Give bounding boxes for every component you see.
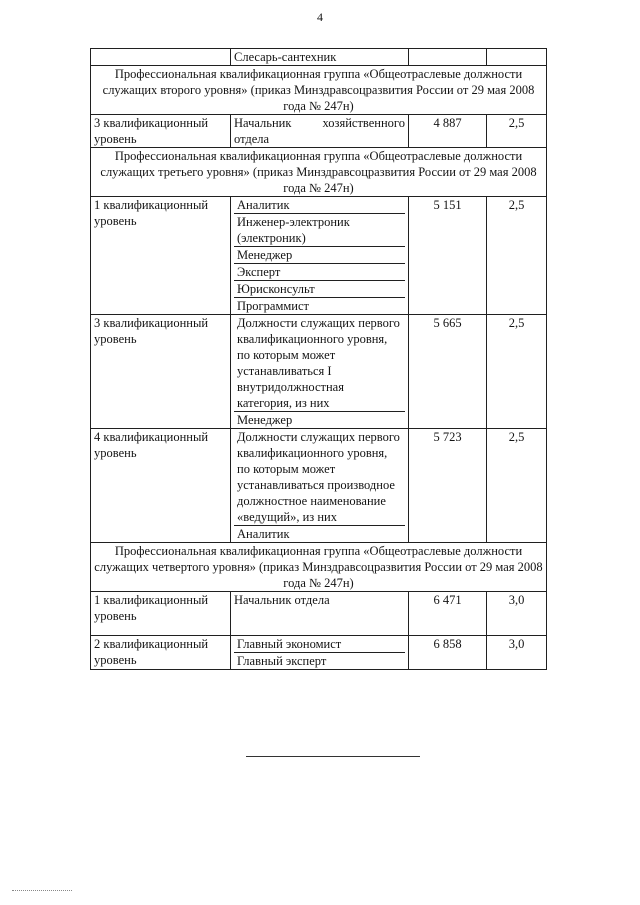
page-number: 4 [317, 10, 323, 24]
coefficient-cell: 3,0 [487, 636, 547, 670]
position-item: Должности служащих первого квалификационного уровня, по которым может устанавливаться I внутридолжностная категория, из них [234, 315, 405, 412]
position-item: Аналитик [237, 527, 290, 541]
group-title: Профессиональная квалификационная группа «Общеотраслевые должности служащих четвертого уровня» (приказ Минздравсоцразвития России от 29 мая 2008 года № 247н) [91, 543, 547, 592]
table-row [91, 115, 547, 148]
table-row [91, 197, 547, 315]
group-header-row [91, 66, 547, 115]
salary-cell: 6 471 [409, 592, 487, 636]
group-title: Профессиональная квалификационная группа «Общеотраслевые должности служащих второго уровня» (приказ Минздравсоцразвития России от 29 мая 2008 года № 247н) [91, 66, 547, 115]
end-rule [246, 756, 420, 757]
salary-table [90, 48, 547, 670]
level-cell [91, 49, 231, 66]
salary-cell: 6 858 [409, 636, 487, 670]
group-header-row [91, 543, 547, 592]
position-cell: Начальник хозяйственного отдела [231, 115, 409, 148]
coefficient-cell: 2,5 [487, 197, 547, 315]
coefficient-cell [487, 49, 547, 66]
table-row [91, 315, 547, 429]
position-item: Главный экономист [234, 636, 405, 653]
position-item: Менеджер [237, 413, 293, 427]
position-item: Инженер-электроник (электроник) [234, 214, 405, 247]
position-list [231, 429, 409, 543]
salary-cell: 5 151 [409, 197, 487, 315]
position-list [231, 315, 409, 429]
level-cell: 4 квалификационный уровень [91, 429, 231, 543]
position-cell: Начальник отдела [231, 592, 409, 636]
table-row [91, 636, 547, 670]
level-cell: 3 квалификационный уровень [91, 315, 231, 429]
position-list [231, 197, 409, 315]
coefficient-cell: 2,5 [487, 115, 547, 148]
coefficient-cell: 2,5 [487, 315, 547, 429]
position-item: Юрисконсульт [234, 281, 405, 298]
coefficient-cell: 2,5 [487, 429, 547, 543]
table-row [91, 592, 547, 636]
position-item: Аналитик [234, 197, 405, 214]
position-item: Должности служащих первого квалификационного уровня, по которым может устанавливаться производное должностное наименование «ведущий», из них [234, 429, 405, 526]
table-row [91, 429, 547, 543]
salary-cell: 5 665 [409, 315, 487, 429]
group-title: Профессиональная квалификационная группа «Общеотраслевые должности служащих третьего уровня» (приказ Минздравсоцразвития России от 29 мая 2008 года № 247н) [91, 148, 547, 197]
salary-cell: 4 887 [409, 115, 487, 148]
coefficient-cell: 3,0 [487, 592, 547, 636]
position-cell: Слесарь-сантехник [231, 49, 409, 66]
group-header-row [91, 148, 547, 197]
position-item: Менеджер [234, 247, 405, 264]
position-item: Главный эксперт [237, 654, 327, 668]
level-cell: 1 квалификационный уровень [91, 592, 231, 636]
table-row [91, 49, 547, 66]
level-cell: 1 квалификационный уровень [91, 197, 231, 315]
salary-cell [409, 49, 487, 66]
level-cell: 3 квалификационный уровень [91, 115, 231, 148]
scan-edge-mark [12, 890, 72, 891]
position-list [231, 636, 409, 670]
position-item: Программист [237, 299, 309, 313]
level-cell: 2 квалификационный уровень [91, 636, 231, 670]
position-item: Эксперт [234, 264, 405, 281]
salary-cell: 5 723 [409, 429, 487, 543]
